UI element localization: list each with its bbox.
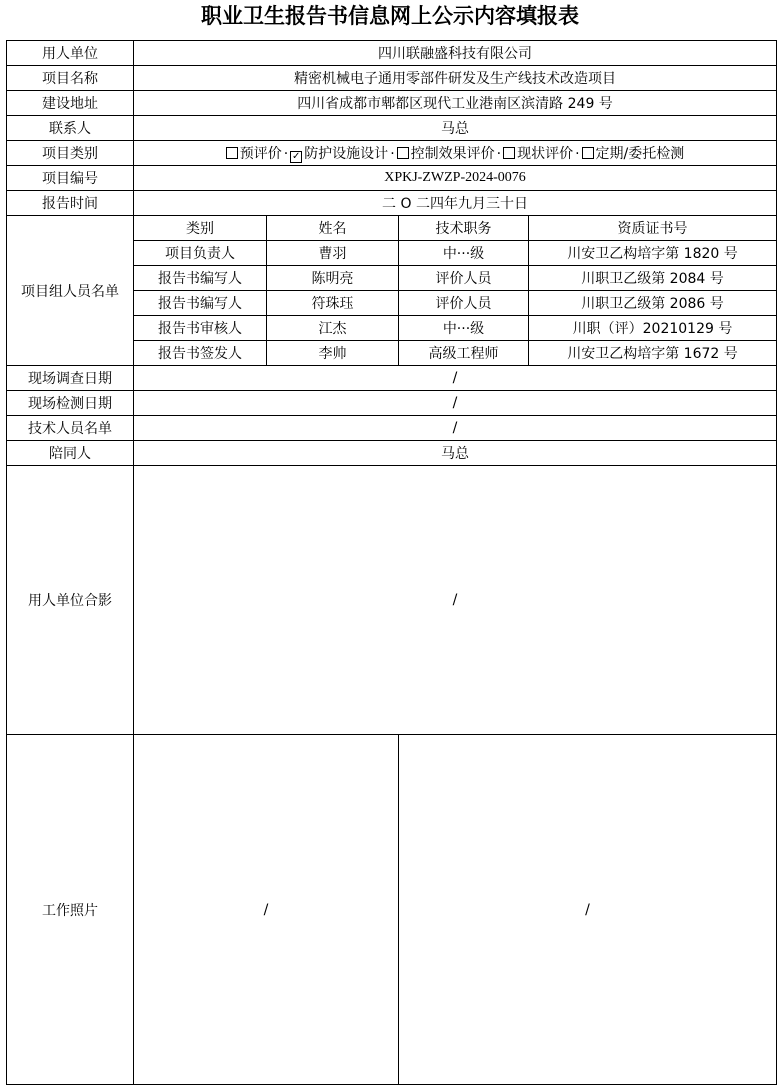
row-tech-staff <box>7 416 777 441</box>
member-title: 评价人员 <box>399 266 529 291</box>
team-header-category: 类别 <box>134 216 267 241</box>
row-report-time <box>7 191 777 216</box>
option-label: 预评价 <box>239 146 282 162</box>
member-category: 报告书编写人 <box>134 266 267 291</box>
report-time-value: 二 O 二四年九月三十日 <box>134 191 777 216</box>
member-cert: 川职（评）20210129 号 <box>529 316 777 341</box>
row-address <box>7 91 777 116</box>
accompany-value: 马总 <box>134 441 777 466</box>
team-header-row <box>7 216 777 241</box>
row-inspection-date <box>7 391 777 416</box>
option-control-effect[interactable] <box>397 143 495 163</box>
accompany-label: 陪同人 <box>7 441 134 466</box>
checkbox-status-evaluation[interactable] <box>503 147 515 159</box>
work-photo-right-cell: / <box>399 735 777 1085</box>
employer-value: 四川联融盛科技有限公司 <box>134 41 777 66</box>
member-title: 中···级 <box>399 241 529 266</box>
member-category: 报告书审核人 <box>134 316 267 341</box>
address-value: 四川省成都市郫都区现代工业港南区滨清路 249 号 <box>134 91 777 116</box>
member-name: 江杰 <box>267 316 399 341</box>
row-employer <box>7 41 777 66</box>
group-photo-label: 用人单位合影 <box>7 466 134 735</box>
row-contact <box>7 116 777 141</box>
member-category: 报告书编写人 <box>134 291 267 316</box>
member-name: 符珠珏 <box>267 291 399 316</box>
team-header-cert: 资质证书号 <box>529 216 777 241</box>
checkbox-control-effect[interactable] <box>397 147 409 159</box>
tech-staff-value: / <box>134 416 777 441</box>
row-project-number <box>7 166 777 191</box>
row-project-type <box>7 141 777 166</box>
option-pre-evaluation[interactable] <box>226 143 282 163</box>
member-category: 项目负责人 <box>134 241 267 266</box>
row-work-photos <box>7 735 777 1085</box>
member-name: 李帅 <box>267 341 399 366</box>
team-header-name: 姓名 <box>267 216 399 241</box>
member-title: 中···级 <box>399 316 529 341</box>
project-number-value: XPKJ-ZWZP-2024-0076 <box>134 166 777 191</box>
employer-label: 用人单位 <box>7 41 134 66</box>
member-title: 评价人员 <box>399 291 529 316</box>
option-label: 防护设施设计 <box>304 146 389 162</box>
project-number-label: 项目编号 <box>7 166 134 191</box>
checkbox-protection-design[interactable]: ✓ <box>291 151 301 162</box>
row-accompany <box>7 441 777 466</box>
survey-date-label: 现场调查日期 <box>7 366 134 391</box>
project-name-label: 项目名称 <box>7 66 134 91</box>
inspection-date-value: / <box>134 391 777 416</box>
inspection-date-label: 现场检测日期 <box>7 391 134 416</box>
option-label: 控制效果评价 <box>410 146 495 162</box>
team-label: 项目组人员名单 <box>7 216 134 366</box>
page-title: 职业卫生报告书信息网上公示内容填报表 <box>201 4 579 28</box>
group-photo-cell: / <box>134 466 777 735</box>
work-photos-label: 工作照片 <box>7 735 134 1085</box>
project-name-value: 精密机械电子通用零部件研发及生产线技术改造项目 <box>134 66 777 91</box>
option-separator: · <box>575 146 580 162</box>
option-separator: · <box>390 146 395 162</box>
report-time-label: 报告时间 <box>7 191 134 216</box>
option-label: 现状评价 <box>517 146 574 162</box>
option-label: 定期/委托检测 <box>595 146 685 162</box>
member-cert: 川安卫乙构培字第 1820 号 <box>529 241 777 266</box>
checkbox-periodic-inspection[interactable] <box>582 147 594 159</box>
address-label: 建设地址 <box>7 91 134 116</box>
option-status-evaluation[interactable] <box>503 143 573 163</box>
member-cert: 川职卫乙级第 2086 号 <box>529 291 777 316</box>
option-protection-design[interactable] <box>290 143 388 163</box>
member-cert: 川职卫乙级第 2084 号 <box>529 266 777 291</box>
member-name: 曹羽 <box>267 241 399 266</box>
option-separator: · <box>283 146 289 162</box>
survey-date-value: / <box>134 366 777 391</box>
option-periodic-inspection[interactable] <box>582 143 685 163</box>
row-project-name <box>7 66 777 91</box>
disclosure-form-table <box>6 40 777 1085</box>
member-name: 陈明亮 <box>267 266 399 291</box>
project-type-label: 项目类别 <box>7 141 134 166</box>
contact-value: 马总 <box>134 116 777 141</box>
option-separator: · <box>496 146 502 162</box>
tech-staff-label: 技术人员名单 <box>7 416 134 441</box>
contact-label: 联系人 <box>7 116 134 141</box>
work-photo-left-cell: / <box>134 735 399 1085</box>
team-header-title: 技术职务 <box>399 216 529 241</box>
project-type-options <box>134 141 777 166</box>
row-survey-date <box>7 366 777 391</box>
checkbox-pre-evaluation[interactable] <box>226 147 238 159</box>
member-title: 高级工程师 <box>399 341 529 366</box>
row-group-photo <box>7 466 777 735</box>
member-cert: 川安卫乙构培字第 1672 号 <box>529 341 777 366</box>
member-category: 报告书签发人 <box>134 341 267 366</box>
